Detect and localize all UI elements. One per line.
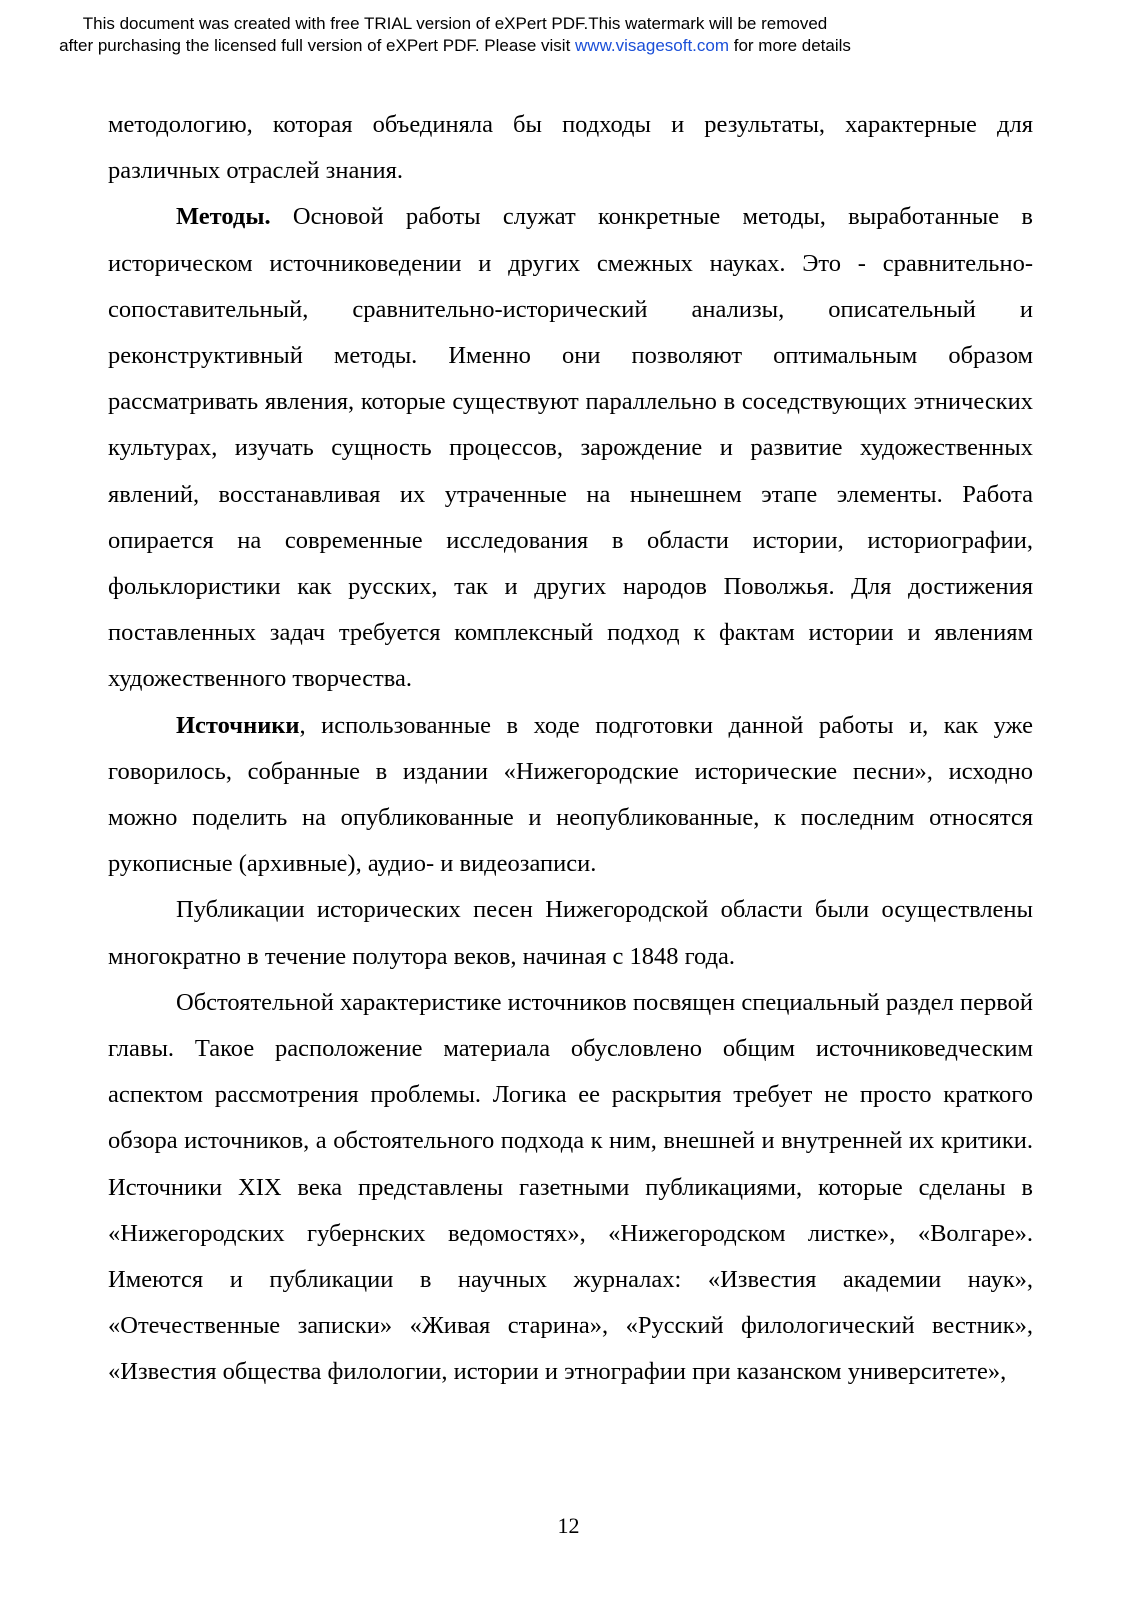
paragraph-characteristics: [108, 980, 1033, 1396]
document-body: [108, 102, 1033, 1396]
trial-watermark: [0, 13, 910, 57]
page-number: 12: [557, 1513, 580, 1538]
watermark-line-2: [0, 35, 910, 57]
watermark-line-2-suffix: for more details: [729, 36, 851, 55]
watermark-line-1: This document was created with free TRIAL version of eXPert PDF.This watermark will be removed: [82, 14, 828, 33]
watermark-link[interactable]: www.visagesoft.com: [575, 36, 730, 55]
paragraph-text: Публикации исторических песен Нижегородской области были осуществлены многократно в течение полутора веков, начиная с 1848 года.: [108, 896, 1033, 970]
paragraph-lead-bold: Методы.: [176, 203, 271, 231]
paragraph-methods: [108, 194, 1033, 702]
paragraph-text: , использованные в ходе подготовки данной работы и, как уже говорилось, собранные в издании «Нижегородские исторические песни», исходно можно поделить на опубликованные и неопубликованные, к последним относятся рукописные (архивные), аудио- и видеозаписи.: [108, 711, 1033, 878]
paragraph-publications: [108, 887, 1033, 979]
paragraph-sources: [108, 703, 1033, 888]
paragraph-lead-bold: Источники: [176, 711, 300, 739]
paragraph-text: методологию, которая объединяла бы подходы и результаты, характерные для различных отраслей знания.: [108, 111, 1033, 185]
paragraph-text: Обстоятельной характеристике источников посвящен специальный раздел первой главы. Такое расположение материала обусловлено общим источниковедческим аспектом рассмотрения проблемы. Логика ее раскрытия требует не просто краткого обзора источников, а обстоятельного подхода к ним, внешней и внутренней их критики. Источники XIX века представлены газетными публикациями, которые сделаны в «Нижегородских губернских ведомостях», «Нижегородском листке», «Волгаре». Имеются и публикации в научных журналах: «Известия академии наук», «Отечественные записки» «Живая старина», «Русский филологический вестник», «Известия общества филологии, истории и этнографии при казанском университете»,: [108, 988, 1033, 1386]
watermark-line-2-prefix: after purchasing the licensed full version of eXPert PDF. Please visit: [59, 36, 576, 55]
paragraph-text: Основой работы служат конкретные методы, выработанные в историческом источниковедении и других смежных науках. Это - сравнительно-сопоставительный, сравнительно-исторический анализы, описательный и реконструктивный методы. Именно они позволяют оптимальным образом рассматривать явления, которые существуют параллельно в соседствующих этнических культурах, изучать сущность процессов, зарождение и развитие художественных явлений, восстанавливая их утраченные на нынешнем этапе элементы. Работа опирается на современные исследования в области истории, историографии, фольклористики как русских, так и других народов Поволжья. Для достижения поставленных задач требуется комплексный подход к фактам истории и явлениям художественного творчества.: [108, 203, 1033, 693]
paragraph-continuation: [108, 102, 1033, 194]
